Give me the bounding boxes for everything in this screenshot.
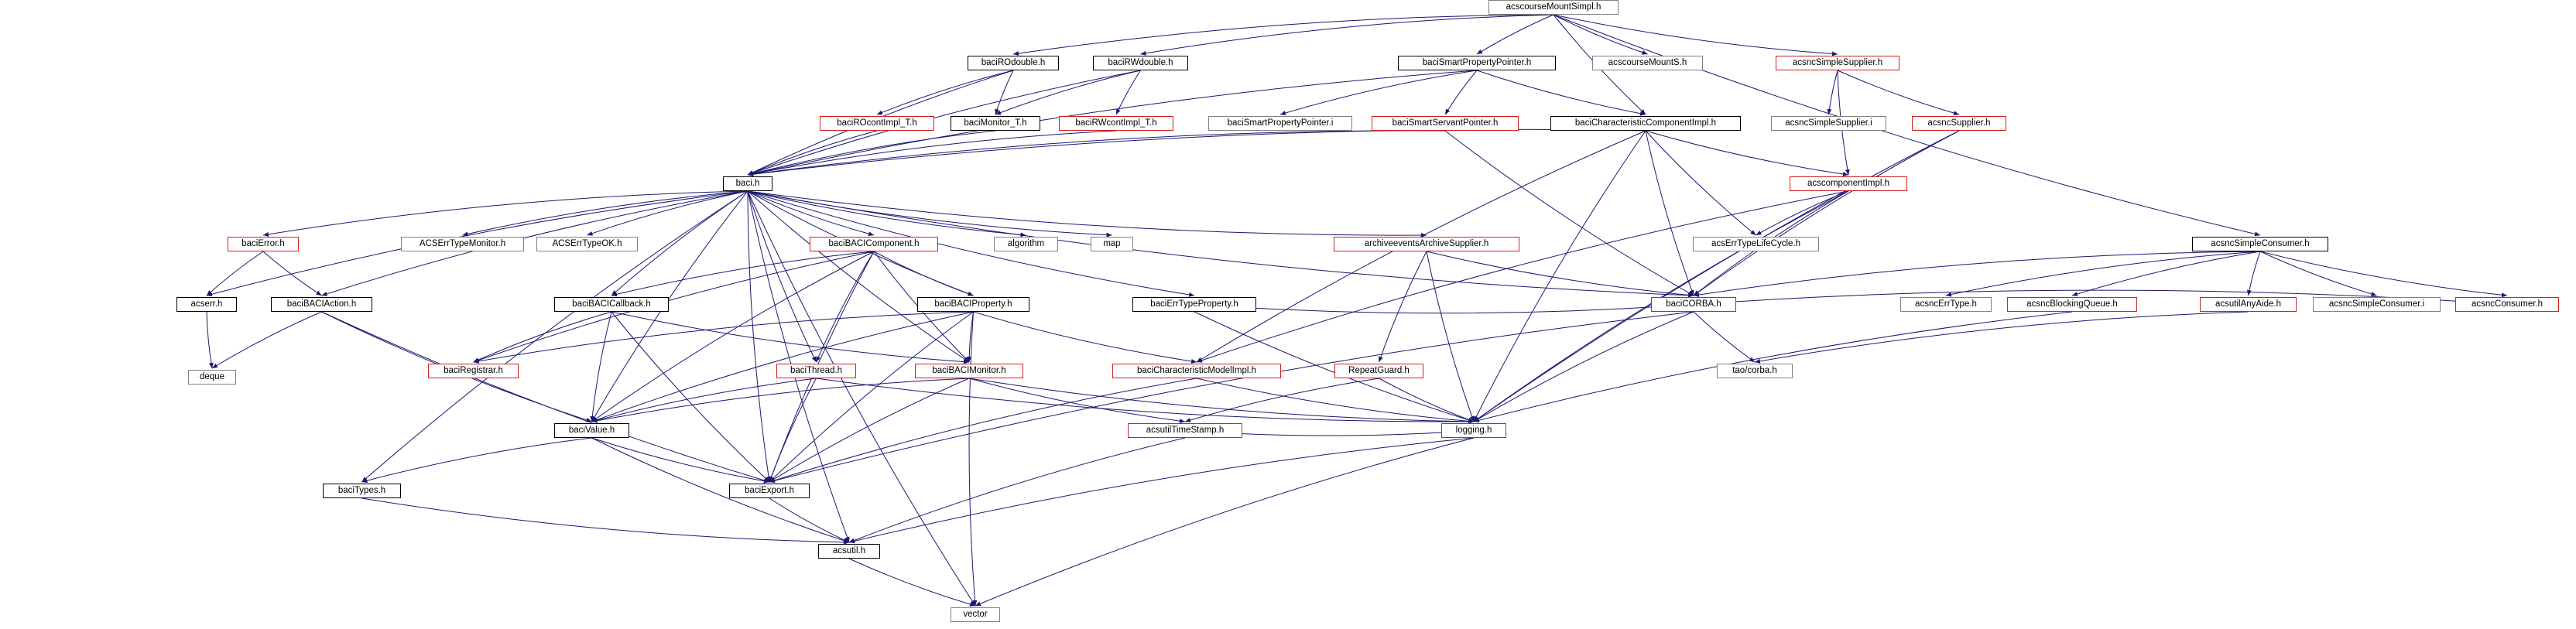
graph-edge: [207, 312, 212, 368]
graph-node[interactable]: acsncSimpleConsumer.i: [2313, 297, 2441, 312]
graph-edge: [849, 438, 1474, 542]
graph-edge: [769, 312, 974, 482]
graph-edge: [362, 498, 850, 542]
graph-node[interactable]: baciRegistrar.h: [428, 364, 519, 378]
graph-node[interactable]: logging.h: [1441, 423, 1506, 438]
graph-edge: [2249, 251, 2261, 296]
graph-edge: [362, 191, 748, 482]
graph-edge: [1197, 378, 1474, 422]
graph-edge: [207, 251, 263, 296]
graph-node[interactable]: baciCORBA.h: [1651, 297, 1736, 312]
graph-edge: [322, 312, 770, 482]
graph-edge: [995, 70, 1013, 115]
graph-edge: [1427, 251, 1474, 422]
graph-edge: [1197, 191, 1848, 362]
graph-edge: [263, 251, 322, 296]
graph-edge: [1694, 312, 1755, 362]
graph-edge: [1013, 15, 1553, 54]
graph-edge: [1445, 131, 1694, 296]
graph-edge: [874, 251, 974, 296]
graph-edge: [748, 191, 817, 362]
graph-edge: [1646, 131, 1694, 296]
graph-edge: [969, 312, 975, 606]
graph-edge: [1379, 378, 1475, 422]
graph-edge: [1280, 70, 1477, 115]
graph-edge: [748, 191, 1112, 235]
graph-edge: [817, 251, 875, 362]
graph-node[interactable]: acsncConsumer.h: [2455, 297, 2559, 312]
graph-node[interactable]: baciTypes.h: [323, 484, 401, 498]
graph-node[interactable]: acsncBlockingQueue.h: [2007, 297, 2137, 312]
graph-node[interactable]: acsErrTypeLifeCycle.h: [1693, 237, 1819, 251]
graph-edge: [1194, 305, 1694, 313]
graph-node[interactable]: baciRWcontImpl_T.h: [1059, 116, 1173, 131]
graph-edge: [587, 191, 748, 235]
graph-edge: [2260, 251, 2377, 296]
graph-edge: [974, 312, 1197, 362]
graph-node[interactable]: baciRWdouble.h: [1093, 56, 1188, 70]
graph-edge: [263, 191, 748, 235]
graph-node[interactable]: baciCharacteristicComponentImpl.h: [1550, 116, 1741, 131]
graph-edge: [1946, 251, 2260, 296]
graph-node[interactable]: baciSmartServantPointer.h: [1372, 116, 1519, 131]
graph-edge: [969, 312, 974, 362]
graph-node[interactable]: acsncSimpleSupplier.i: [1771, 116, 1886, 131]
graph-edge: [1141, 15, 1554, 54]
graph-edge: [748, 191, 769, 482]
graph-node[interactable]: ACSErrTypeMonitor.h: [401, 237, 524, 251]
graph-edge: [611, 251, 874, 296]
graph-edge: [592, 251, 875, 422]
graph-edge: [995, 70, 1141, 115]
graph-edge: [592, 438, 850, 542]
graph-edge: [1185, 378, 1379, 422]
graph-edge: [1379, 251, 1427, 362]
graph-edge: [748, 191, 1427, 235]
graph-edge: [748, 131, 995, 175]
graph-edge: [849, 438, 1185, 542]
graph-edge: [611, 312, 969, 362]
graph-edge: [748, 191, 969, 362]
graph-node[interactable]: baciSmartPropertyPointer.i: [1208, 116, 1352, 131]
graph-node[interactable]: baciSmartPropertyPointer.h: [1398, 56, 1556, 70]
graph-edge: [969, 378, 1185, 422]
graph-edge: [969, 378, 1474, 422]
graph-edge: [1427, 251, 1694, 296]
graph-edge: [2260, 251, 2507, 296]
graph-node[interactable]: baciThread.h: [776, 364, 856, 378]
graph-node[interactable]: acscourseMountS.h: [1592, 56, 1703, 70]
graph-edge: [1445, 70, 1477, 115]
graph-edge: [1553, 15, 1648, 54]
graph-edge: [1756, 191, 1849, 235]
graph-edge: [212, 312, 322, 368]
graph-edge: [474, 312, 612, 362]
graph-edge: [877, 70, 1013, 115]
graph-edge: [975, 438, 1474, 606]
graph-edge: [1477, 15, 1553, 54]
graph-edge: [1838, 70, 1959, 115]
graph-edge: [1694, 251, 2260, 296]
graph-node[interactable]: archiveeventsArchiveSupplier.h: [1334, 237, 1519, 251]
graph-node[interactable]: acsncSimpleSupplier.h: [1776, 56, 1899, 70]
graph-node[interactable]: baciBACIAction.h: [271, 297, 372, 312]
graph-node[interactable]: baciMonitor_T.h: [951, 116, 1040, 131]
graph-node[interactable]: acscomponentImpl.h: [1790, 176, 1907, 191]
graph-node[interactable]: RepeatGuard.h: [1334, 364, 1423, 378]
graph-node[interactable]: ACSErrTypeOK.h: [536, 237, 638, 251]
graph-node[interactable]: baciErrTypeProperty.h: [1132, 297, 1256, 312]
graph-node[interactable]: baciROdouble.h: [968, 56, 1059, 70]
graph-edge: [748, 131, 877, 175]
graph-node[interactable]: acsutilAnyAide.h: [2200, 297, 2297, 312]
graph-node[interactable]: baciError.h: [228, 237, 299, 251]
graph-edge: [1474, 131, 1646, 422]
graph-edge: [1116, 70, 1141, 115]
graph-edge: [592, 378, 817, 422]
graph-node[interactable]: acsncSupplier.h: [1912, 116, 2006, 131]
graph-edge: [2072, 251, 2260, 296]
graph-edge: [1477, 70, 1646, 115]
graph-edge: [817, 378, 1475, 422]
graph-edge: [748, 131, 1445, 175]
graph-node[interactable]: baciBACICallback.h: [554, 297, 669, 312]
graph-edge: [1553, 15, 1838, 54]
graph-node[interactable]: baciExport.h: [729, 484, 810, 498]
graph-edge: [592, 378, 970, 422]
graph-node[interactable]: tao/corba.h: [1717, 364, 1793, 378]
graph-node[interactable]: baci.h: [723, 176, 772, 191]
graph-node[interactable]: baciValue.h: [554, 423, 629, 438]
graph-edge: [769, 498, 849, 542]
graph-edge: [748, 129, 1646, 175]
graph-edge: [748, 131, 1116, 175]
graph-node[interactable]: baciCharacteristicModelImpl.h: [1112, 364, 1281, 378]
graph-node[interactable]: acsutilTimeStamp.h: [1128, 423, 1242, 438]
graph-edge: [362, 438, 592, 482]
graph-edge: [748, 191, 874, 235]
graph-node[interactable]: acscourseMountSimpl.h: [1488, 0, 1619, 15]
graph-node[interactable]: baciROcontImpl_T.h: [820, 116, 934, 131]
graph-node[interactable]: algorithm: [994, 237, 1058, 251]
graph-node[interactable]: vector: [951, 607, 1000, 622]
graph-node[interactable]: acsutil.h: [818, 544, 880, 559]
graph-node[interactable]: baciBACIMonitor.h: [915, 364, 1023, 378]
graph-edge: [322, 191, 748, 296]
graph-node[interactable]: acsncErrType.h: [1900, 297, 1992, 312]
graph-edge: [748, 191, 1026, 235]
graph-edge: [849, 559, 975, 606]
graph-edge: [769, 378, 969, 482]
graph-edge: [611, 312, 769, 482]
graph-edge: [769, 378, 817, 482]
graph-edge: [463, 191, 748, 235]
graph-node[interactable]: baciBACIComponent.h: [810, 237, 938, 251]
graph-node[interactable]: acsncSimpleConsumer.h: [2192, 237, 2328, 251]
graph-edge: [1755, 312, 2249, 362]
graph-edge: [1646, 131, 1848, 175]
graph-edge: [474, 251, 875, 362]
graph-node[interactable]: baciBACIProperty.h: [917, 297, 1029, 312]
graph-node[interactable]: acserr.h: [176, 297, 237, 312]
graph-edge: [1694, 131, 1959, 296]
graph-edge: [1829, 70, 1838, 115]
graph-node[interactable]: deque: [188, 370, 236, 385]
graph-edge: [474, 312, 974, 362]
graph-edge: [1646, 131, 1756, 235]
graph-edge: [1474, 312, 1694, 422]
graph-edge: [592, 438, 770, 482]
graph-edge: [592, 312, 612, 422]
graph-node[interactable]: map: [1091, 237, 1133, 251]
graph-edge: [769, 312, 1694, 482]
